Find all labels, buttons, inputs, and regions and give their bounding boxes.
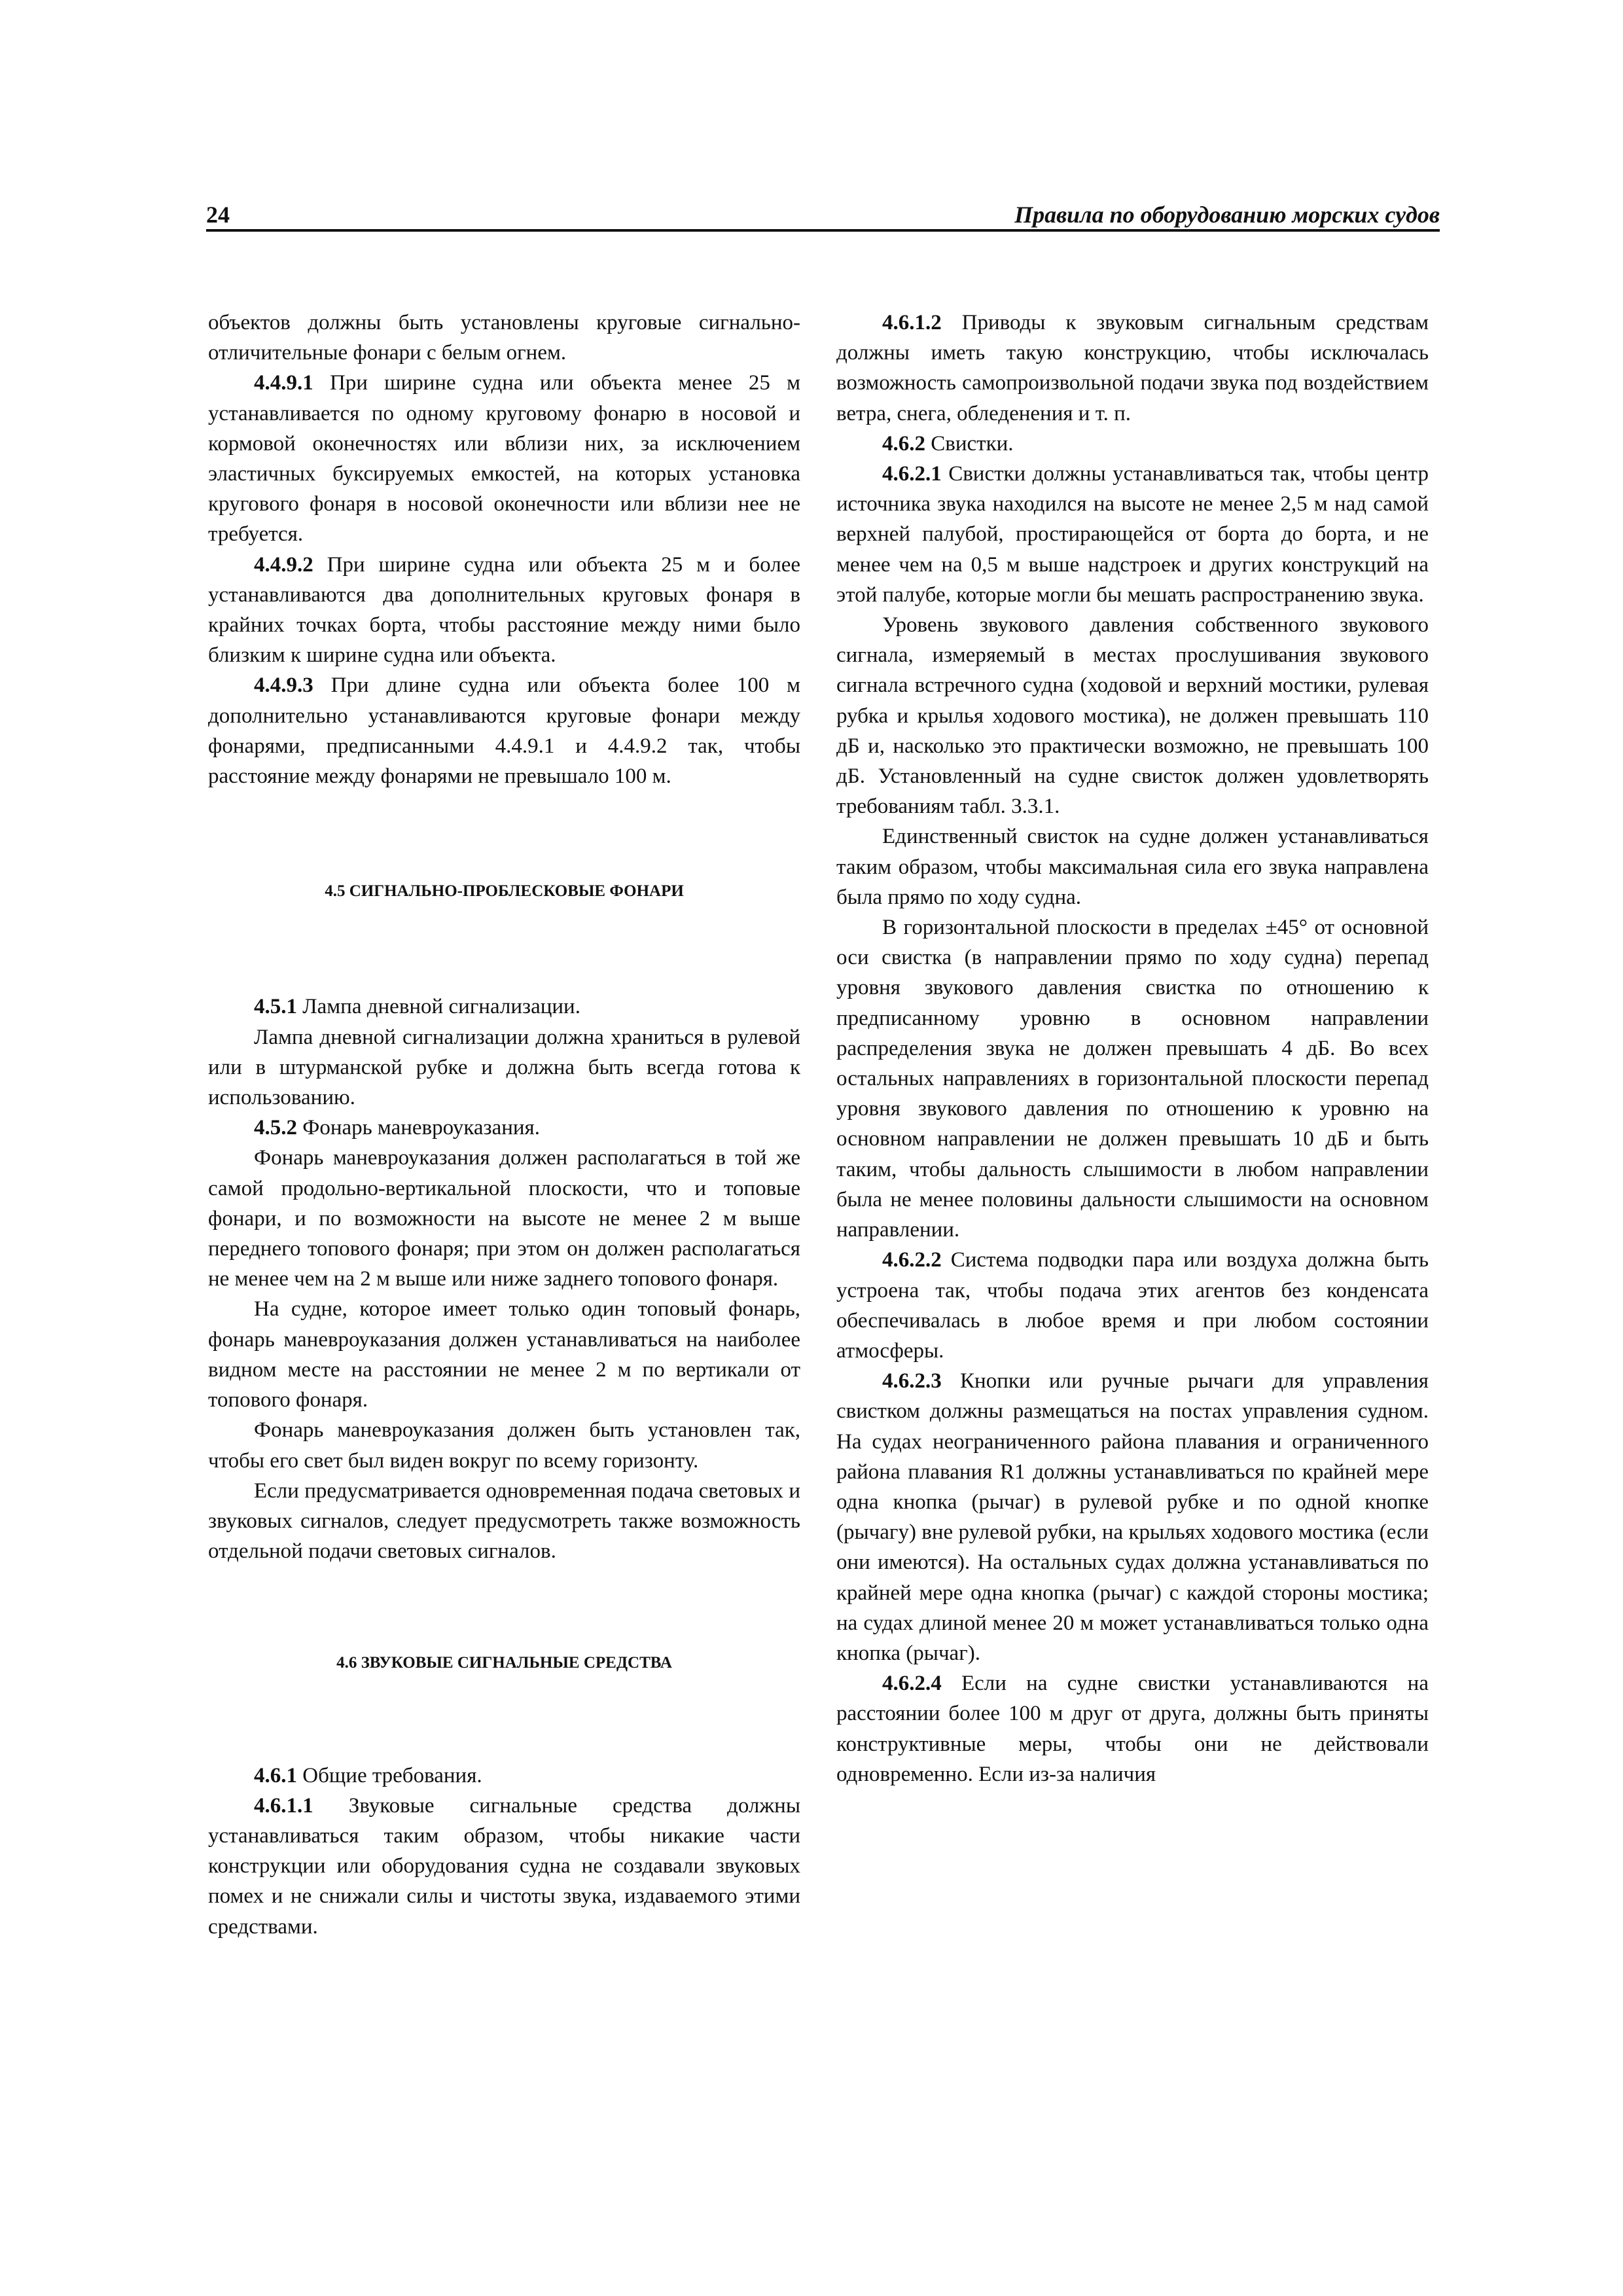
paragraph: Уровень звукового давления собственного звукового сигнала, измеряемый в местах прослушивания звукового сигнала встречного судна (ходовой и верхний мостики, рулевая рубка и крылья ходового мостика), не должен превышать 110 дБ и, насколько это практически возможно, не превышать 100 дБ. Установленный на судне свисток должен удовлетворять требованиям табл. 3.3.1.: [836, 613, 1429, 819]
heading-4-5-2: 4.5.2 Фонарь маневроуказания.: [254, 1116, 540, 1140]
paragraph: Фонарь маневроуказания должен быть установлен так, чтобы его свет был виден вокруг по всему горизонту.: [208, 1418, 800, 1473]
heading-4-5-1: 4.5.1 Лампа дневной сигнализации.: [254, 995, 580, 1019]
paragraph: На судне, которое имеет только один топовый фонарь, фонарь маневроуказания должен устанавливаться на наиболее видном месте на расстоянии не менее 2 м по вертикали от топового фонаря.: [208, 1297, 800, 1412]
heading-4-6-1: 4.6.1 Общие требования.: [254, 1763, 482, 1787]
paragraph-4-4-9-1: 4.4.9.1 При ширине судна или объекта менее 25 м устанавливается по одному круговому фонарю в носовой и кормовой оконечностях или вблизи них, за исключением эластичных буксируемых емкостей, на которых установка кругового фонаря в носовой оконечности или вблизи нее не требуется.: [208, 371, 800, 547]
paragraph-4-6-1-1: 4.6.1.1 Звуковые сигнальные средства должны устанавливаться таким образом, чтобы никакие части конструкции или оборудования судна не создавали звуковых помех и не снижали силы и чистоты звука, издаваемого этими средствами.: [208, 1793, 800, 1939]
left-column: [208, 308, 800, 1942]
page-header: [206, 202, 1440, 228]
spacer: [208, 1566, 800, 1648]
section-title-4-6: 4.6 ЗВУКОВЫЕ СИГНАЛЬНЫЕ СРЕДСТВА: [336, 1654, 672, 1672]
paragraph-4-6-2-4: 4.6.2.4 Если на судне свистки устанавливаются на расстоянии более 100 м друг от друга, должны быть приняты конструктивные меры, чтобы они не действовали одновременно. Если из-за наличия: [836, 1672, 1429, 1786]
paragraph-4-4-9-3: 4.4.9.3 При длине судна или объекта более 100 м дополнительно устанавливаются круговые фонари между фонарями, предписанными 4.4.9.1 и 4.4.9.2 так, чтобы расстояние между фонарями не превышало 100 м.: [208, 673, 800, 789]
paragraph: объектов должны быть установлены круговые сигнально-отличительные фонари с белым огнем.: [208, 311, 800, 365]
paragraph: Лампа дневной сигнализации должна храниться в рулевой или в штурманской рубке и должна быть всегда готова к использованию.: [208, 1025, 800, 1110]
paragraph: Если предусматривается одновременная подача световых и звуковых сигналов, следует предусмотреть также возможность отдельной подачи световых сигналов.: [208, 1479, 800, 1564]
paragraph-4-6-2-2: 4.6.2.2 Система подводки пара или воздуха должна быть устроена так, чтобы подача этих агентов без конденсата обеспечивалась в любое время и при любом состоянии атмосферы.: [836, 1248, 1429, 1363]
spacer: [208, 791, 800, 876]
section-title-4-5: 4.5 СИГНАЛЬНО-ПРОБЛЕСКОВЫЕ ФОНАРИ: [325, 882, 684, 901]
paragraph: Фонарь маневроуказания должен располагаться в той же самой продольно-вертикальной плоскости, что и топовые фонари, и по возможности на высоте не менее 2 м выше переднего топового фонаря; при этом он должен располагаться не менее чем на 2 м выше или ниже заднего топового фонаря.: [208, 1146, 800, 1291]
paragraph: Единственный свисток на судне должен устанавливаться таким образом, чтобы максимальная сила его звука направлена была прямо по ходу судна.: [836, 825, 1429, 909]
page-number: 24: [206, 202, 230, 228]
running-title: Правила по оборудованию морских судов: [1014, 202, 1440, 228]
paragraph-4-6-2-1: 4.6.2.1 Свистки должны устанавливаться так, чтобы центр источника звука находился на высоте не менее 2,5 м над самой верхней палубой, простирающейся от борта до борта, и не менее чем на 0,5 м выше надстроек и других конструкций на этой палубе, которые могли бы мешать распространению звука.: [836, 462, 1429, 607]
paragraph-4-4-9-2: 4.4.9.2 При ширине судна или объекта 25 м и более устанавливаются два дополнительных круговых фонаря в крайних точках борта, чтобы расстояние между ними было близким к ширине судна или объекта.: [208, 552, 800, 668]
header-rule: [206, 229, 1440, 232]
spacer: [208, 1679, 800, 1761]
paragraph-4-6-1-2: 4.6.1.2 Приводы к звуковым сигнальным средствам должны иметь такую конструкцию, чтобы исключалась возможность самопроизвольной подачи звука под воздействием ветра, снега, обледенения и т. п.: [836, 311, 1429, 425]
spacer: [208, 906, 800, 992]
paragraph-4-6-2-3: 4.6.2.3 Кнопки или ручные рычаги для управления свистком должны размещаться на постах управления судном. На судах неограниченного района плавания и ограниченного района плавания R1 должны устанавливаться по крайней мере одна кнопка (рычаг) в рулевой рубке и по одной кнопке (рычагу) вне рулевой рубки, на крыльях ходового мостика (если они имеются). На остальных судах должна устанавливаться по крайней мере одна кнопка (рычаг) с каждой стороны мостика; на судах длиной менее 20 м может устанавливаться только одна кнопка (рычаг).: [836, 1369, 1429, 1665]
right-column: [836, 308, 1429, 1789]
paragraph: В горизонтальной плоскости в пределах ±45° от основной оси свистка (в направлении прямо по ходу судна) перепад уровня звукового давления свистка по отношению к предписанному уровню в основном направлении распределения звука не должен превышать 4 дБ. Во всех остальных направлениях в горизонтальной плоскости перепад уровня звукового давления по отношению к уровню на основном направлении не должен превышать 10 дБ и быть таким, чтобы дальность слышимости в любом направлении была не менее половины дальности слышимости на основном направлении.: [836, 916, 1429, 1242]
heading-4-6-2: 4.6.2 Свистки.: [882, 431, 1014, 456]
